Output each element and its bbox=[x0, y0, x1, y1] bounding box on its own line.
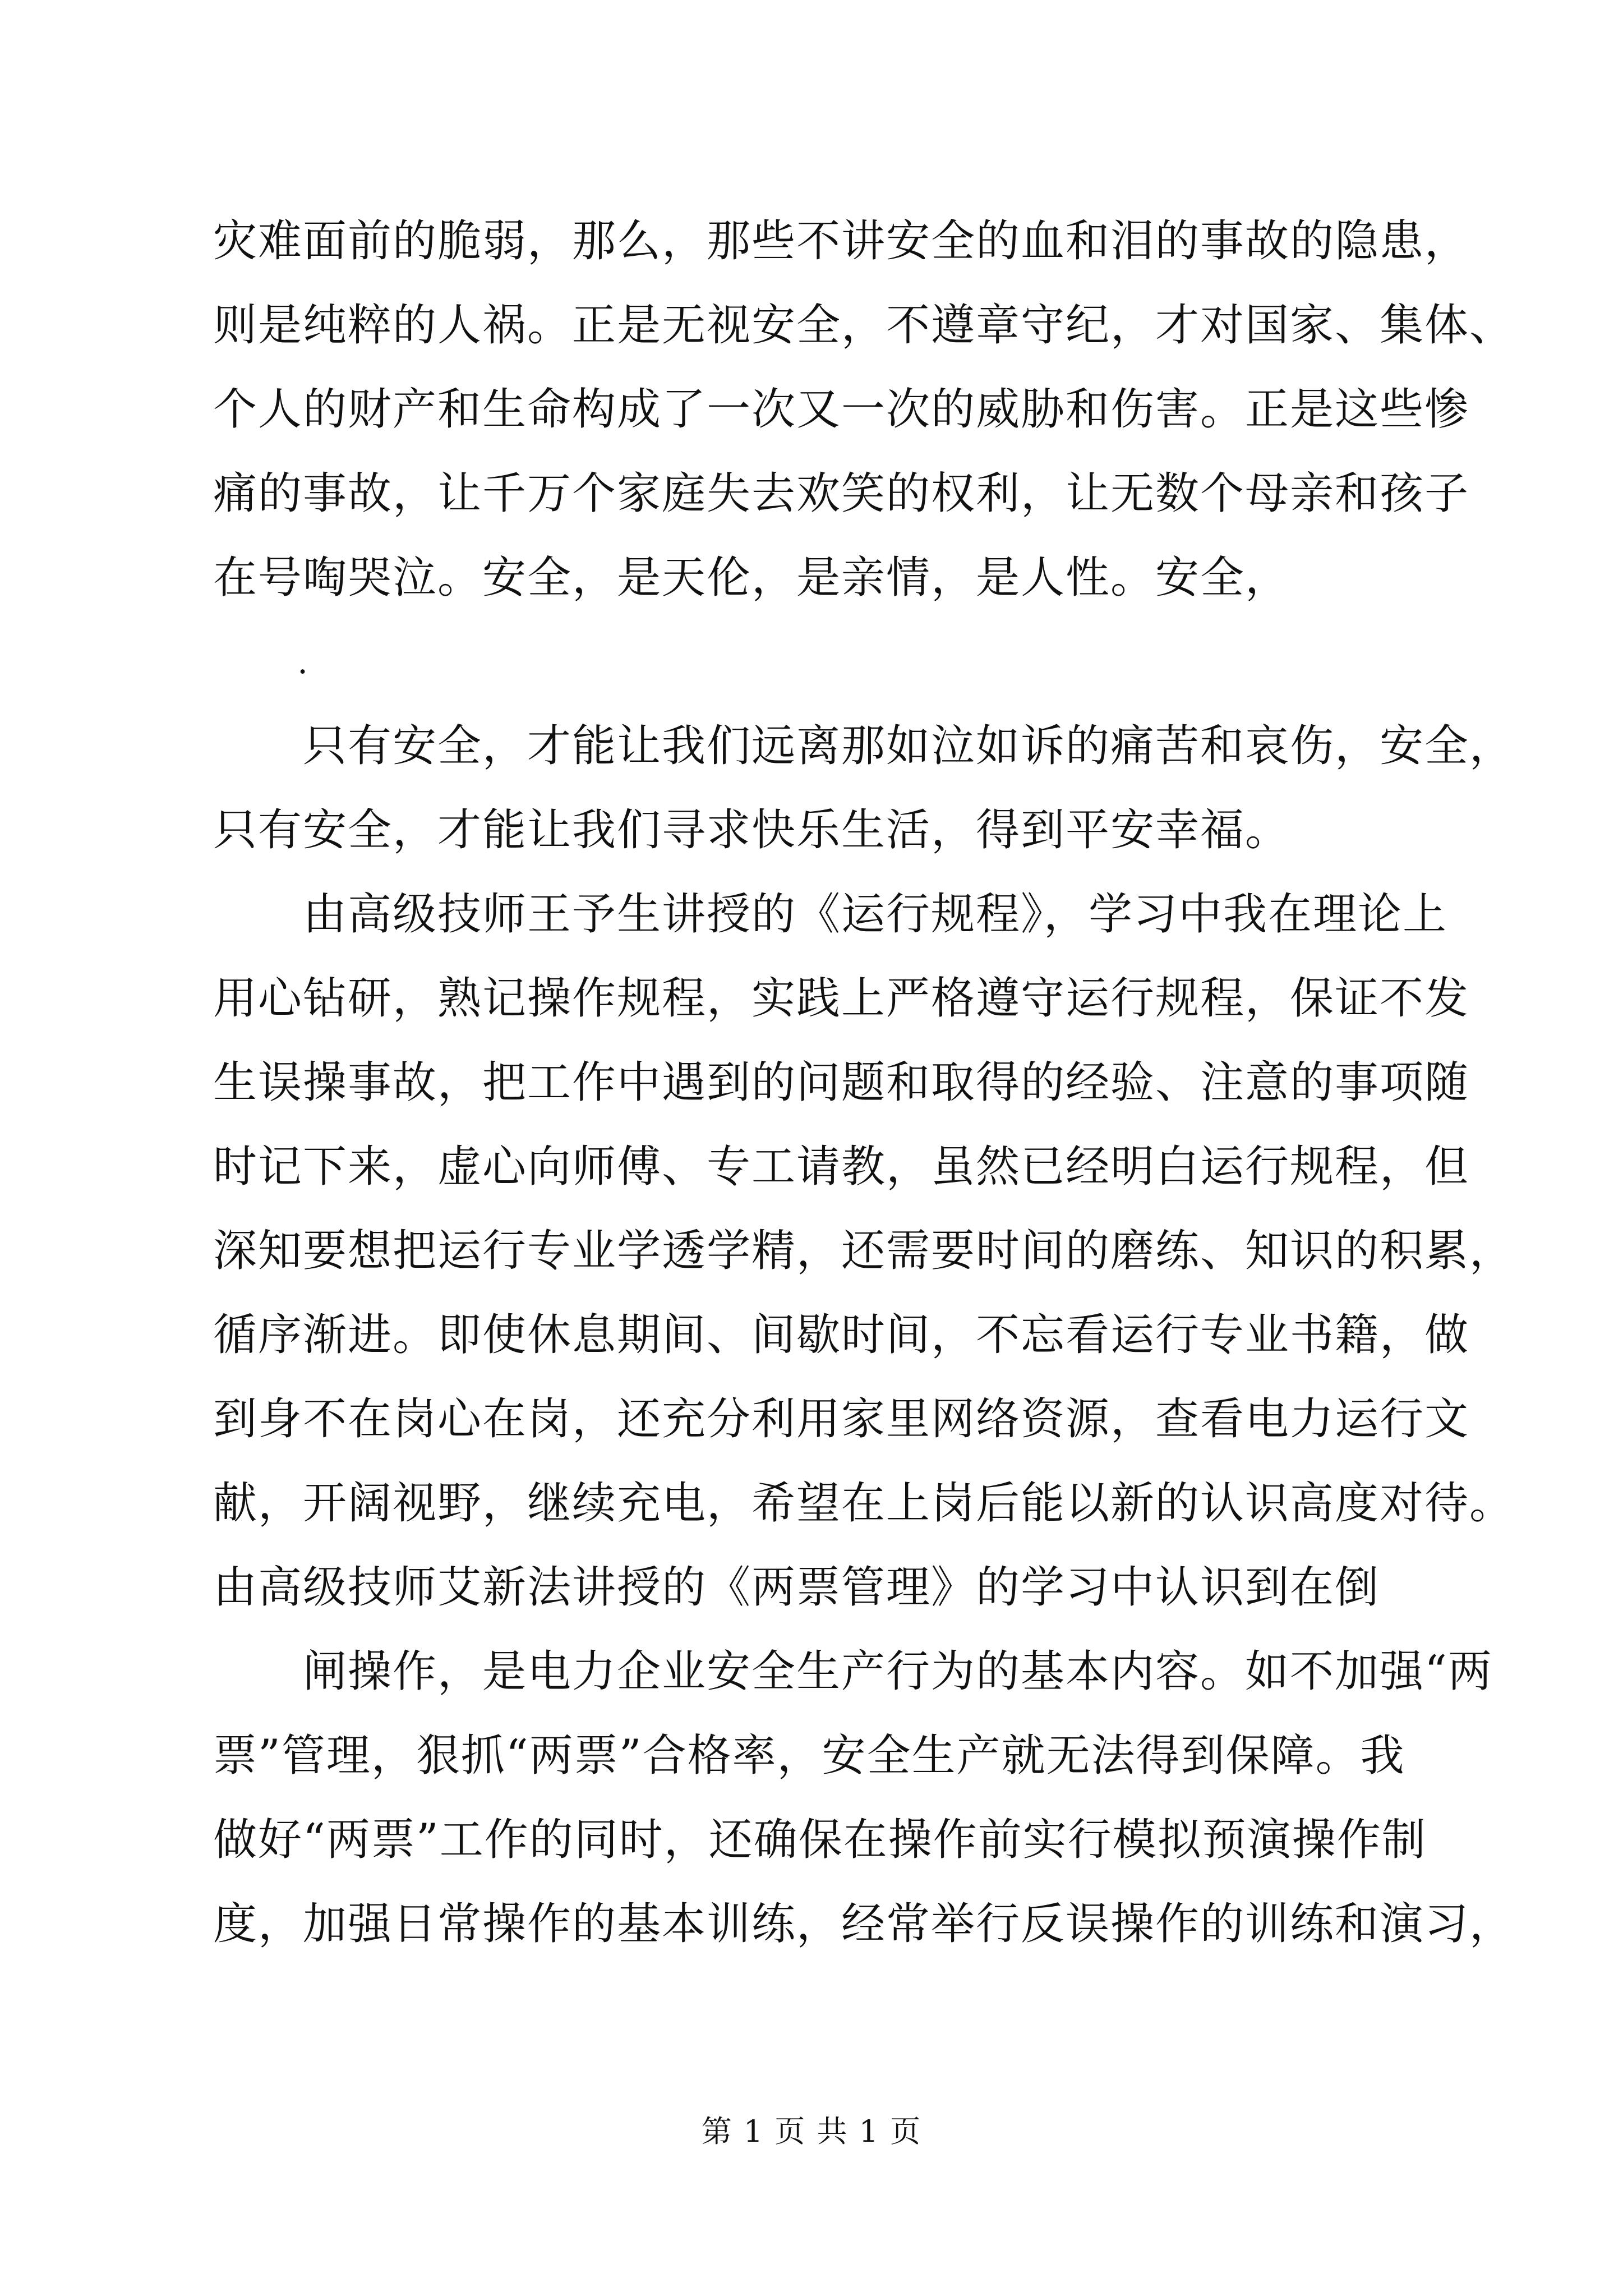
body-text bbox=[213, 199, 1515, 1966]
text-line: 则是纯粹的人祸。正是无视安全，不遵章守纪，才对国家、集体、 bbox=[213, 300, 1515, 351]
text-line: 度，加强日常操作的基本训练，经常举行反误操作的训练和演习， bbox=[213, 1899, 1515, 1949]
text-line: 只有安全，才能让我们寻求快乐生活，得到平安幸福。 bbox=[213, 805, 1290, 855]
text-line: 由高级技师艾新法讲授的《两票管理》的学习中认识到在倒 bbox=[213, 1562, 1380, 1613]
page-number-label: 第 1 页 共 1 页 bbox=[701, 2114, 922, 2149]
text-line: 到身不在岗心在岗，还充分利用家里网络资源，查看电力运行文 bbox=[213, 1394, 1470, 1444]
paragraph-start-line: 由高级技师王予生讲授的《运行规程》，学习中我在理论上 bbox=[303, 889, 1448, 940]
page-footer bbox=[0, 2109, 1623, 2154]
text-line: 个人的财产和生命构成了一次又一次的威胁和伤害。正是这些惨 bbox=[213, 384, 1470, 435]
text-line: 循序渐进。即使休息期间、间歇时间，不忘看运行专业书籍，做 bbox=[213, 1310, 1470, 1360]
text-line: 灾难面前的脆弱，那么，那些不讲安全的血和泪的事故的隐患， bbox=[213, 216, 1470, 266]
text-line: 在号啕哭泣。安全，是天伦，是亲情，是人性。安全， bbox=[213, 553, 1290, 603]
paragraph-start-line: 只有安全，才能让我们远离那如泣如诉的痛苦和哀伤，安全， bbox=[303, 721, 1515, 771]
text-line: 痛的事故，让千万个家庭失去欢笑的权利，让无数个母亲和孩子 bbox=[213, 468, 1470, 519]
text-line: 献，开阔视野，继续充电，希望在上岗后能以新的认识高度对待。 bbox=[213, 1478, 1515, 1529]
text-line: 票”管理，狠抓“两票”合格率，安全生产就无法得到保障。我 bbox=[213, 1731, 1405, 1781]
text-line: 深知要想把运行专业学透学精，还需要时间的磨练、知识的积累， bbox=[213, 1226, 1515, 1276]
text-line: 时记下来，虚心向师傅、专工请教，虽然已经明白运行规程，但 bbox=[213, 1142, 1470, 1192]
text-line: 用心钻研，熟记操作规程，实践上严格遵守运行规程，保证不发 bbox=[213, 973, 1470, 1024]
text-line: 生误操事故，把工作中遇到的问题和取得的经验、注意的事项随 bbox=[213, 1057, 1470, 1108]
text-line: 做好“两票”工作的同时，还确保在操作前实行模拟预演操作制 bbox=[213, 1815, 1427, 1865]
paragraph-start-line: 闸操作，是电力企业安全生产行为的基本内容。如不加强“两 bbox=[303, 1646, 1493, 1697]
stray-dot: . bbox=[297, 642, 310, 682]
